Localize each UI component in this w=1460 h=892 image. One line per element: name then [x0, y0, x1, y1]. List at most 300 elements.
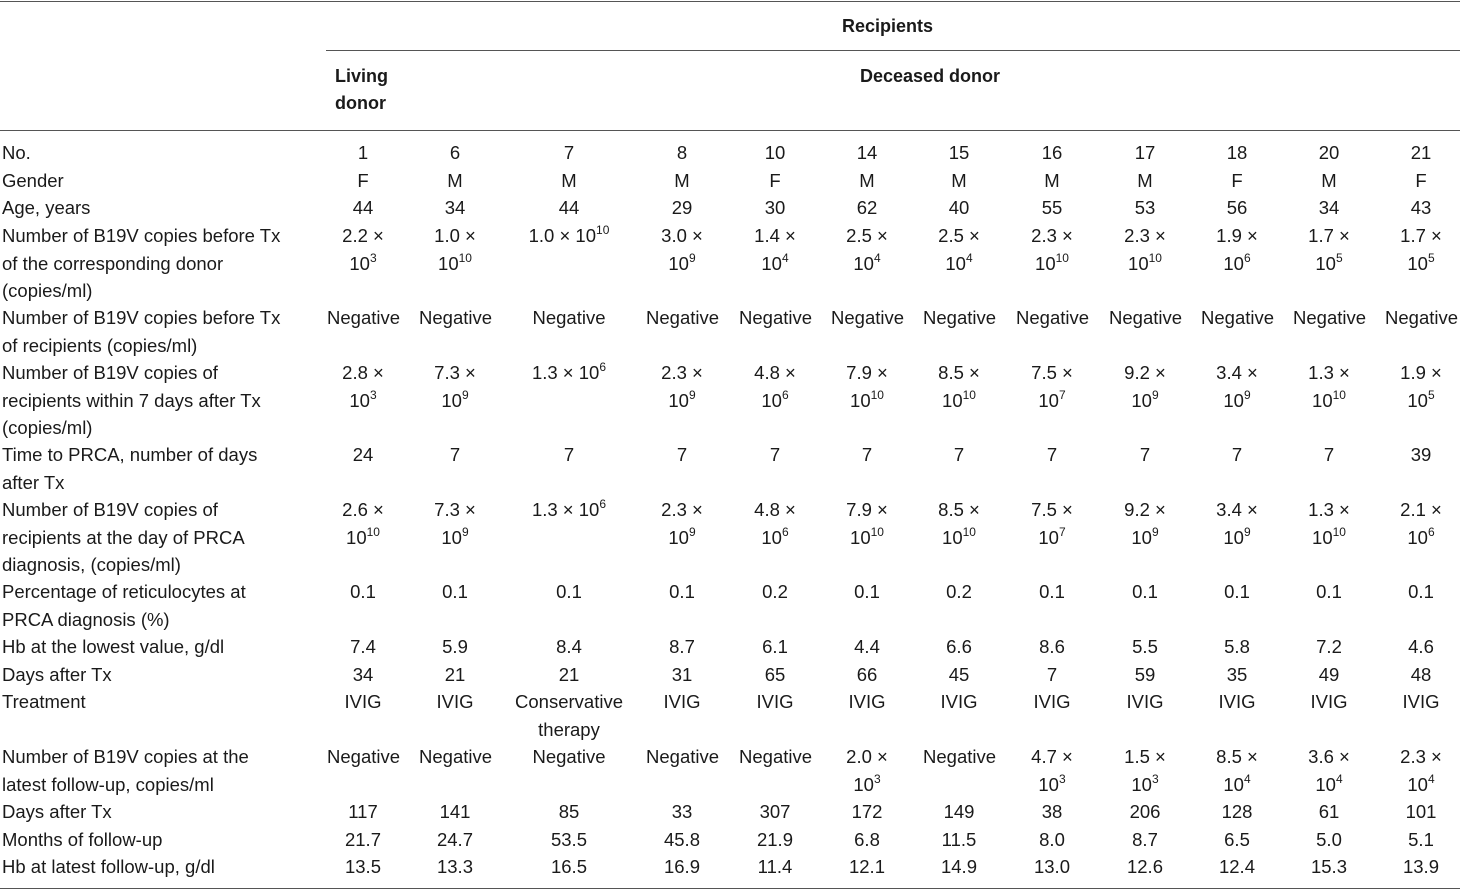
exponent: 3 — [873, 771, 881, 786]
table-cell: 6.5 — [1224, 829, 1250, 850]
mantissa: 1.7 × — [1308, 225, 1350, 246]
table-cell: 117 — [348, 801, 378, 822]
mantissa: 8.5 × — [938, 499, 980, 520]
table-cell: 59 — [1134, 664, 1156, 685]
mantissa: 7.9 × — [846, 499, 888, 520]
power-of-ten: $10^4$ — [761, 250, 789, 274]
exponent: 9 — [688, 250, 696, 265]
table-cell: 149 — [943, 801, 975, 822]
table-cell — [419, 222, 491, 277]
table-cell: 5.0 — [1316, 829, 1342, 850]
table-cell: 8.4 — [556, 636, 582, 657]
table-cell: 7 — [861, 444, 873, 465]
row-label-line: latest follow-up, copies/ml — [2, 773, 214, 795]
table-cell: 40 — [948, 197, 970, 218]
table-cell: 0.1 — [1408, 581, 1434, 602]
table-cell: 0.1 — [1132, 581, 1158, 602]
power-of-ten: $10^{10}$ — [1312, 524, 1346, 548]
exponent: 10 — [1148, 250, 1162, 265]
table-cell — [503, 496, 635, 524]
power-of-ten: $10^3$ — [1038, 771, 1066, 795]
table-cell — [1109, 496, 1181, 551]
power-of-ten: $10^3$ — [1131, 771, 1159, 795]
table-cell — [1385, 496, 1457, 551]
row-label — [2, 743, 312, 798]
table-cell — [739, 222, 811, 277]
table-cell: Negative — [1385, 307, 1459, 328]
exponent: 9 — [1151, 387, 1159, 402]
row-label-line: (copies/ml) — [2, 280, 93, 301]
row-label — [2, 633, 312, 661]
table-cell: IVIG — [1402, 691, 1440, 712]
exponent: 10 — [962, 387, 976, 402]
table-cell: 12.4 — [1218, 856, 1255, 877]
exponent: 5 — [1335, 250, 1343, 265]
table-cell: F — [1231, 170, 1243, 191]
mantissa: 2.3 × — [1031, 225, 1073, 246]
table-cell: 101 — [1405, 801, 1437, 822]
header-rule — [0, 130, 1460, 131]
row-label-line: Age, years — [2, 197, 91, 218]
table-cell — [503, 688, 635, 743]
table-cell: 13.0 — [1033, 856, 1070, 877]
exponent: 4 — [1427, 771, 1435, 786]
table-cell: Negative — [646, 746, 720, 767]
mantissa: 2.3 × — [661, 499, 703, 520]
table-cell: 45.8 — [663, 829, 700, 850]
exponent: 10 — [458, 250, 472, 265]
table-cell: IVIG — [436, 691, 474, 712]
table-cell: 8.6 — [1039, 636, 1065, 657]
mantissa: 7.9 × — [846, 362, 888, 383]
table-cell: 48 — [1410, 664, 1432, 685]
row-label-line: No. — [2, 142, 31, 163]
table-cell: Negative — [923, 307, 997, 328]
table-cell: 21 — [444, 664, 466, 685]
table-cell: 8.7 — [669, 636, 695, 657]
table-cell: 7 — [1046, 444, 1058, 465]
table-cell — [646, 359, 718, 414]
table-cell: 6.1 — [762, 636, 788, 657]
exponent: 10 — [1332, 524, 1346, 539]
mantissa: 7.5 × — [1031, 362, 1073, 383]
mantissa: 1.9 × — [1400, 362, 1442, 383]
table-cell: 6.6 — [946, 636, 972, 657]
row-label-line: Months of follow-up — [2, 829, 163, 850]
table-cell: Negative — [327, 307, 401, 328]
row-label-line: Hb at the lowest value, g/dl — [2, 636, 225, 657]
table-cell: IVIG — [1126, 691, 1164, 712]
power-of-ten: $10^9$ — [1223, 524, 1251, 548]
table-cell — [419, 359, 491, 414]
table-cell: 45 — [948, 664, 970, 685]
mantissa: 3.4 × — [1216, 362, 1258, 383]
exponent: 9 — [461, 524, 469, 539]
power-of-ten: $10^4$ — [945, 250, 973, 274]
sci-value: $1.3 \times 10^6$ — [531, 360, 607, 383]
exponent: 10 — [962, 524, 976, 539]
table-cell: 0.1 — [1039, 581, 1065, 602]
table-cell: 14 — [856, 142, 878, 163]
mantissa: 7.3 × — [434, 499, 476, 520]
table-cell: 0.1 — [556, 581, 582, 602]
table-cell: 61 — [1318, 801, 1340, 822]
table-cell — [503, 222, 635, 250]
table-cell: 11.4 — [757, 856, 793, 877]
table-cell: 16.9 — [663, 856, 700, 877]
row-label-line: Number of B19V copies at the — [2, 746, 249, 767]
table-cell — [831, 496, 903, 551]
table-cell: Negative — [1293, 307, 1367, 328]
table-cell: Negative — [1201, 307, 1275, 328]
table-cell — [1293, 743, 1365, 798]
exponent: 4 — [1243, 771, 1251, 786]
exponent: 3 — [369, 387, 377, 402]
table-cell: 20 — [1318, 142, 1340, 163]
table-cell: F — [357, 170, 369, 191]
row-label — [2, 359, 312, 442]
table-cell — [1109, 743, 1181, 798]
bottom-rule — [0, 888, 1460, 889]
mantissa: 4.7 × — [1031, 746, 1073, 767]
table-cell: 44 — [558, 197, 580, 218]
table-cell: 12.6 — [1126, 856, 1163, 877]
power-of-ten: $10^5$ — [1315, 250, 1343, 274]
exponent: 3 — [1058, 771, 1066, 786]
table-cell: 66 — [856, 664, 878, 685]
mantissa: 8.5 × — [1216, 746, 1258, 767]
table-cell: 172 — [851, 801, 883, 822]
table-cell: 6.8 — [854, 829, 880, 850]
table-cell: 29 — [671, 197, 693, 218]
table-cell — [503, 359, 635, 387]
mantissa: 2.3 × — [1124, 225, 1166, 246]
power-of-ten: $10^6$ — [1407, 524, 1435, 548]
table-cell: Negative — [419, 746, 493, 767]
sci-value: $1.0 \times 10^{10}$ — [528, 223, 610, 246]
exponent: 9 — [688, 524, 696, 539]
table-cell: 21.7 — [344, 829, 381, 850]
row-label-line: Number of B19V copies of — [2, 499, 218, 520]
row-label-line: Hb at latest follow-up, g/dl — [2, 856, 215, 877]
table-cell: 43 — [1410, 197, 1432, 218]
row-label-line: Number of B19V copies before Tx — [2, 225, 281, 246]
table-cell: 85 — [558, 801, 580, 822]
row-label — [2, 496, 312, 579]
exponent: 10 — [870, 524, 884, 539]
power-of-ten: $10^6$ — [761, 387, 789, 411]
table-cell: Negative — [419, 307, 493, 328]
table-cell: 53 — [1134, 197, 1156, 218]
mantissa: 4.8 × — [754, 499, 796, 520]
table-cell: Negative — [831, 307, 905, 328]
row-label — [2, 661, 312, 689]
row-label — [2, 578, 312, 633]
row-label-line: Time to PRCA, number of days — [2, 444, 258, 465]
mantissa: 7.5 × — [1031, 499, 1073, 520]
power-of-ten: $10^{10}$ — [850, 524, 884, 548]
table-cell: 7 — [563, 142, 575, 163]
table-cell: 5.9 — [442, 636, 468, 657]
mantissa: 2.3 × — [1400, 746, 1442, 767]
exponent: 9 — [1243, 524, 1251, 539]
table-cell: 13.3 — [436, 856, 473, 877]
exponent: 10 — [1332, 387, 1346, 402]
row-label-line: Days after Tx — [2, 664, 112, 685]
power-of-ten: $10^3$ — [349, 250, 377, 274]
power-of-ten: $10^{10}$ — [1128, 250, 1162, 274]
table-cell: 49 — [1318, 664, 1340, 685]
row-label-line: Number of B19V copies of — [2, 362, 218, 383]
table-cell: 141 — [439, 801, 471, 822]
table-cell: Negative — [1016, 307, 1090, 328]
mantissa: 2.5 × — [938, 225, 980, 246]
exponent: 10 — [596, 223, 610, 238]
table-cell: 53.5 — [550, 829, 587, 850]
table-cell: F — [1415, 170, 1427, 191]
power-of-ten: $10^5$ — [1407, 250, 1435, 274]
mantissa: 2.0 × — [846, 746, 888, 767]
row-label — [2, 222, 312, 305]
mantissa: 2.6 × — [342, 499, 384, 520]
table-cell — [1293, 222, 1365, 277]
mantissa: 2.3 × — [661, 362, 703, 383]
mantissa: 1.9 × — [1216, 225, 1258, 246]
table-cell: M — [447, 170, 463, 191]
table-cell — [831, 222, 903, 277]
power-of-ten: $10^{10}$ — [1035, 250, 1069, 274]
power-of-ten: $10^9$ — [1131, 387, 1159, 411]
mantissa: 1.7 × — [1400, 225, 1442, 246]
exponent: 10 — [1055, 250, 1069, 265]
power-of-ten: $10^9$ — [441, 387, 469, 411]
table-cell: 1 — [357, 142, 369, 163]
table-cell: 56 — [1226, 197, 1248, 218]
row-label — [2, 688, 312, 716]
exponent: 9 — [1243, 387, 1251, 402]
table-cell: M — [674, 170, 690, 191]
power-of-ten: $10^{10}$ — [942, 524, 976, 548]
table-cell: 18 — [1226, 142, 1248, 163]
table-cell — [1201, 359, 1273, 414]
mantissa: 1.3 × — [1308, 362, 1350, 383]
table-cell: 15.3 — [1310, 856, 1347, 877]
table-cell: 11.5 — [941, 829, 977, 850]
power-of-ten: $10^9$ — [1131, 524, 1159, 548]
deceased-donor-header: Deceased donor — [860, 66, 1001, 86]
table-cell: 35 — [1226, 664, 1248, 685]
table-cell — [419, 496, 491, 551]
exponent: 7 — [1058, 524, 1066, 539]
table-cell: 65 — [764, 664, 786, 685]
mantissa: 4.8 × — [754, 362, 796, 383]
table-cell: Negative — [1109, 307, 1183, 328]
table-cell: 0.1 — [1224, 581, 1250, 602]
table-cell: 7 — [1231, 444, 1243, 465]
cell-line: Conservative — [515, 691, 623, 712]
table-cell: 7 — [953, 444, 965, 465]
table-cell: 10 — [764, 142, 786, 163]
table-cell: 16.5 — [550, 856, 587, 877]
table-cell: Negative — [923, 746, 997, 767]
table-cell — [1016, 359, 1088, 414]
table-cell: 17 — [1134, 142, 1156, 163]
table-cell: 7 — [1323, 444, 1335, 465]
table-cell: 31 — [671, 664, 693, 685]
table-cell: Negative — [646, 307, 720, 328]
table-cell: 6 — [449, 142, 461, 163]
row-label-line: of recipients (copies/ml) — [2, 334, 198, 356]
table-cell: 0.2 — [946, 581, 972, 602]
mantissa: 1.4 × — [754, 225, 796, 246]
table-cell — [1201, 222, 1273, 277]
power-of-ten: $10^4$ — [1315, 771, 1343, 795]
table-cell: 5.1 — [1408, 829, 1434, 850]
table-cell: Negative — [327, 746, 401, 767]
power-of-ten: $10^9$ — [668, 250, 696, 274]
exponent: 6 — [1427, 524, 1435, 539]
table-cell: 34 — [352, 664, 374, 685]
table-cell: 7.2 — [1316, 636, 1342, 657]
mantissa: 9.2 × — [1124, 362, 1166, 383]
table-cell — [646, 496, 718, 551]
table-cell: F — [769, 170, 781, 191]
table-cell: 16 — [1041, 142, 1063, 163]
row-label-line: Percentage of reticulocytes at — [2, 581, 246, 602]
table-cell: IVIG — [1310, 691, 1348, 712]
sci-value: $1.3 \times 10^6$ — [531, 497, 607, 520]
exponent: 3 — [1151, 771, 1159, 786]
table-cell: 7 — [1139, 444, 1151, 465]
exponent: 10 — [870, 387, 884, 402]
table-cell: 7 — [769, 444, 781, 465]
table-cell: 0.1 — [854, 581, 880, 602]
table-cell: 7 — [449, 444, 461, 465]
power-of-ten: $10^7$ — [1038, 524, 1066, 548]
table-cell — [1293, 359, 1365, 414]
table-cell — [1201, 743, 1273, 798]
table-cell — [1385, 359, 1457, 414]
row-label-line: PRCA diagnosis (%) — [2, 608, 170, 630]
table-cell — [739, 496, 811, 551]
mantissa: 2.5 × — [846, 225, 888, 246]
table-cell: 62 — [856, 197, 878, 218]
table-cell: 38 — [1041, 801, 1063, 822]
table-cell: 7 — [563, 444, 575, 465]
exponent: 4 — [781, 250, 789, 265]
row-label — [2, 853, 312, 881]
table-cell: IVIG — [1033, 691, 1071, 712]
mantissa: 3.0 × — [661, 225, 703, 246]
row-label — [2, 167, 312, 195]
table-cell: 307 — [759, 801, 791, 822]
cell-line: therapy — [538, 718, 600, 740]
table-cell — [923, 496, 995, 551]
table-cell: 0.1 — [1316, 581, 1342, 602]
table-cell: 8 — [676, 142, 688, 163]
table-cell: 24 — [352, 444, 374, 465]
mantissa: 2.2 × — [342, 225, 384, 246]
top-rule — [0, 1, 1460, 2]
table-cell — [1109, 222, 1181, 277]
table-cell: 7.4 — [350, 636, 376, 657]
row-label-line: after Tx — [2, 471, 65, 493]
exponent: 10 — [366, 524, 380, 539]
exponent: 6 — [781, 524, 789, 539]
table-cell: M — [1321, 170, 1337, 191]
table-cell: IVIG — [344, 691, 382, 712]
mantissa: 2.8 × — [342, 362, 384, 383]
table-cell: 21 — [1410, 142, 1432, 163]
mantissa: 7.3 × — [434, 362, 476, 383]
table-cell — [1201, 496, 1273, 551]
exponent: 5 — [1427, 387, 1435, 402]
exponent: 6 — [599, 360, 607, 375]
table-cell — [1385, 222, 1457, 277]
power-of-ten: $10^6$ — [761, 524, 789, 548]
table-cell — [646, 222, 718, 277]
table-cell — [923, 222, 995, 277]
mantissa: 2.1 × — [1400, 499, 1442, 520]
table-cell: Negative — [532, 746, 606, 767]
table-cell — [923, 359, 995, 414]
table-cell — [1016, 743, 1088, 798]
table-cell: M — [561, 170, 577, 191]
mantissa: 8.5 × — [938, 362, 980, 383]
exponent: 4 — [873, 250, 881, 265]
table-cell: 15 — [948, 142, 970, 163]
table-cell: IVIG — [756, 691, 794, 712]
table-cell: 21 — [558, 664, 580, 685]
table-cell: 33 — [671, 801, 693, 822]
power-of-ten: $10^4$ — [1223, 771, 1251, 795]
exponent: 7 — [1058, 387, 1066, 402]
exponent: 6 — [781, 387, 789, 402]
power-of-ten: $10^9$ — [1223, 387, 1251, 411]
table-cell: IVIG — [940, 691, 978, 712]
table-cell: 5.5 — [1132, 636, 1158, 657]
table-cell — [831, 359, 903, 414]
table-cell: 4.4 — [854, 636, 880, 657]
power-of-ten: $10^4$ — [1407, 771, 1435, 795]
row-label-line: Gender — [2, 170, 64, 191]
table-cell: 0.1 — [442, 581, 468, 602]
table-cell: 5.8 — [1224, 636, 1250, 657]
recipients-rule — [326, 50, 1460, 51]
table-cell — [831, 743, 903, 798]
table-cell: 44 — [352, 197, 374, 218]
row-label-line: Days after Tx — [2, 801, 112, 822]
row-label-line: Number of B19V copies before Tx — [2, 307, 281, 328]
power-of-ten: $10^{10}$ — [942, 387, 976, 411]
mantissa: 9.2 × — [1124, 499, 1166, 520]
power-of-ten: $10^9$ — [441, 524, 469, 548]
power-of-ten: $10^6$ — [1223, 250, 1251, 274]
table-cell — [327, 222, 399, 277]
power-of-ten: $10^9$ — [668, 387, 696, 411]
table-cell: 13.5 — [344, 856, 381, 877]
mantissa: 3.4 × — [1216, 499, 1258, 520]
power-of-ten: $10^{10}$ — [438, 250, 472, 274]
row-label — [2, 798, 312, 826]
table-cell: 13.9 — [1402, 856, 1439, 877]
table-cell: 55 — [1041, 197, 1063, 218]
table-cell — [327, 359, 399, 414]
table-cell: Negative — [739, 307, 813, 328]
table-cell — [1016, 496, 1088, 551]
mantissa: 3.6 × — [1308, 746, 1350, 767]
row-label-line: recipients within 7 days after Tx — [2, 389, 261, 411]
